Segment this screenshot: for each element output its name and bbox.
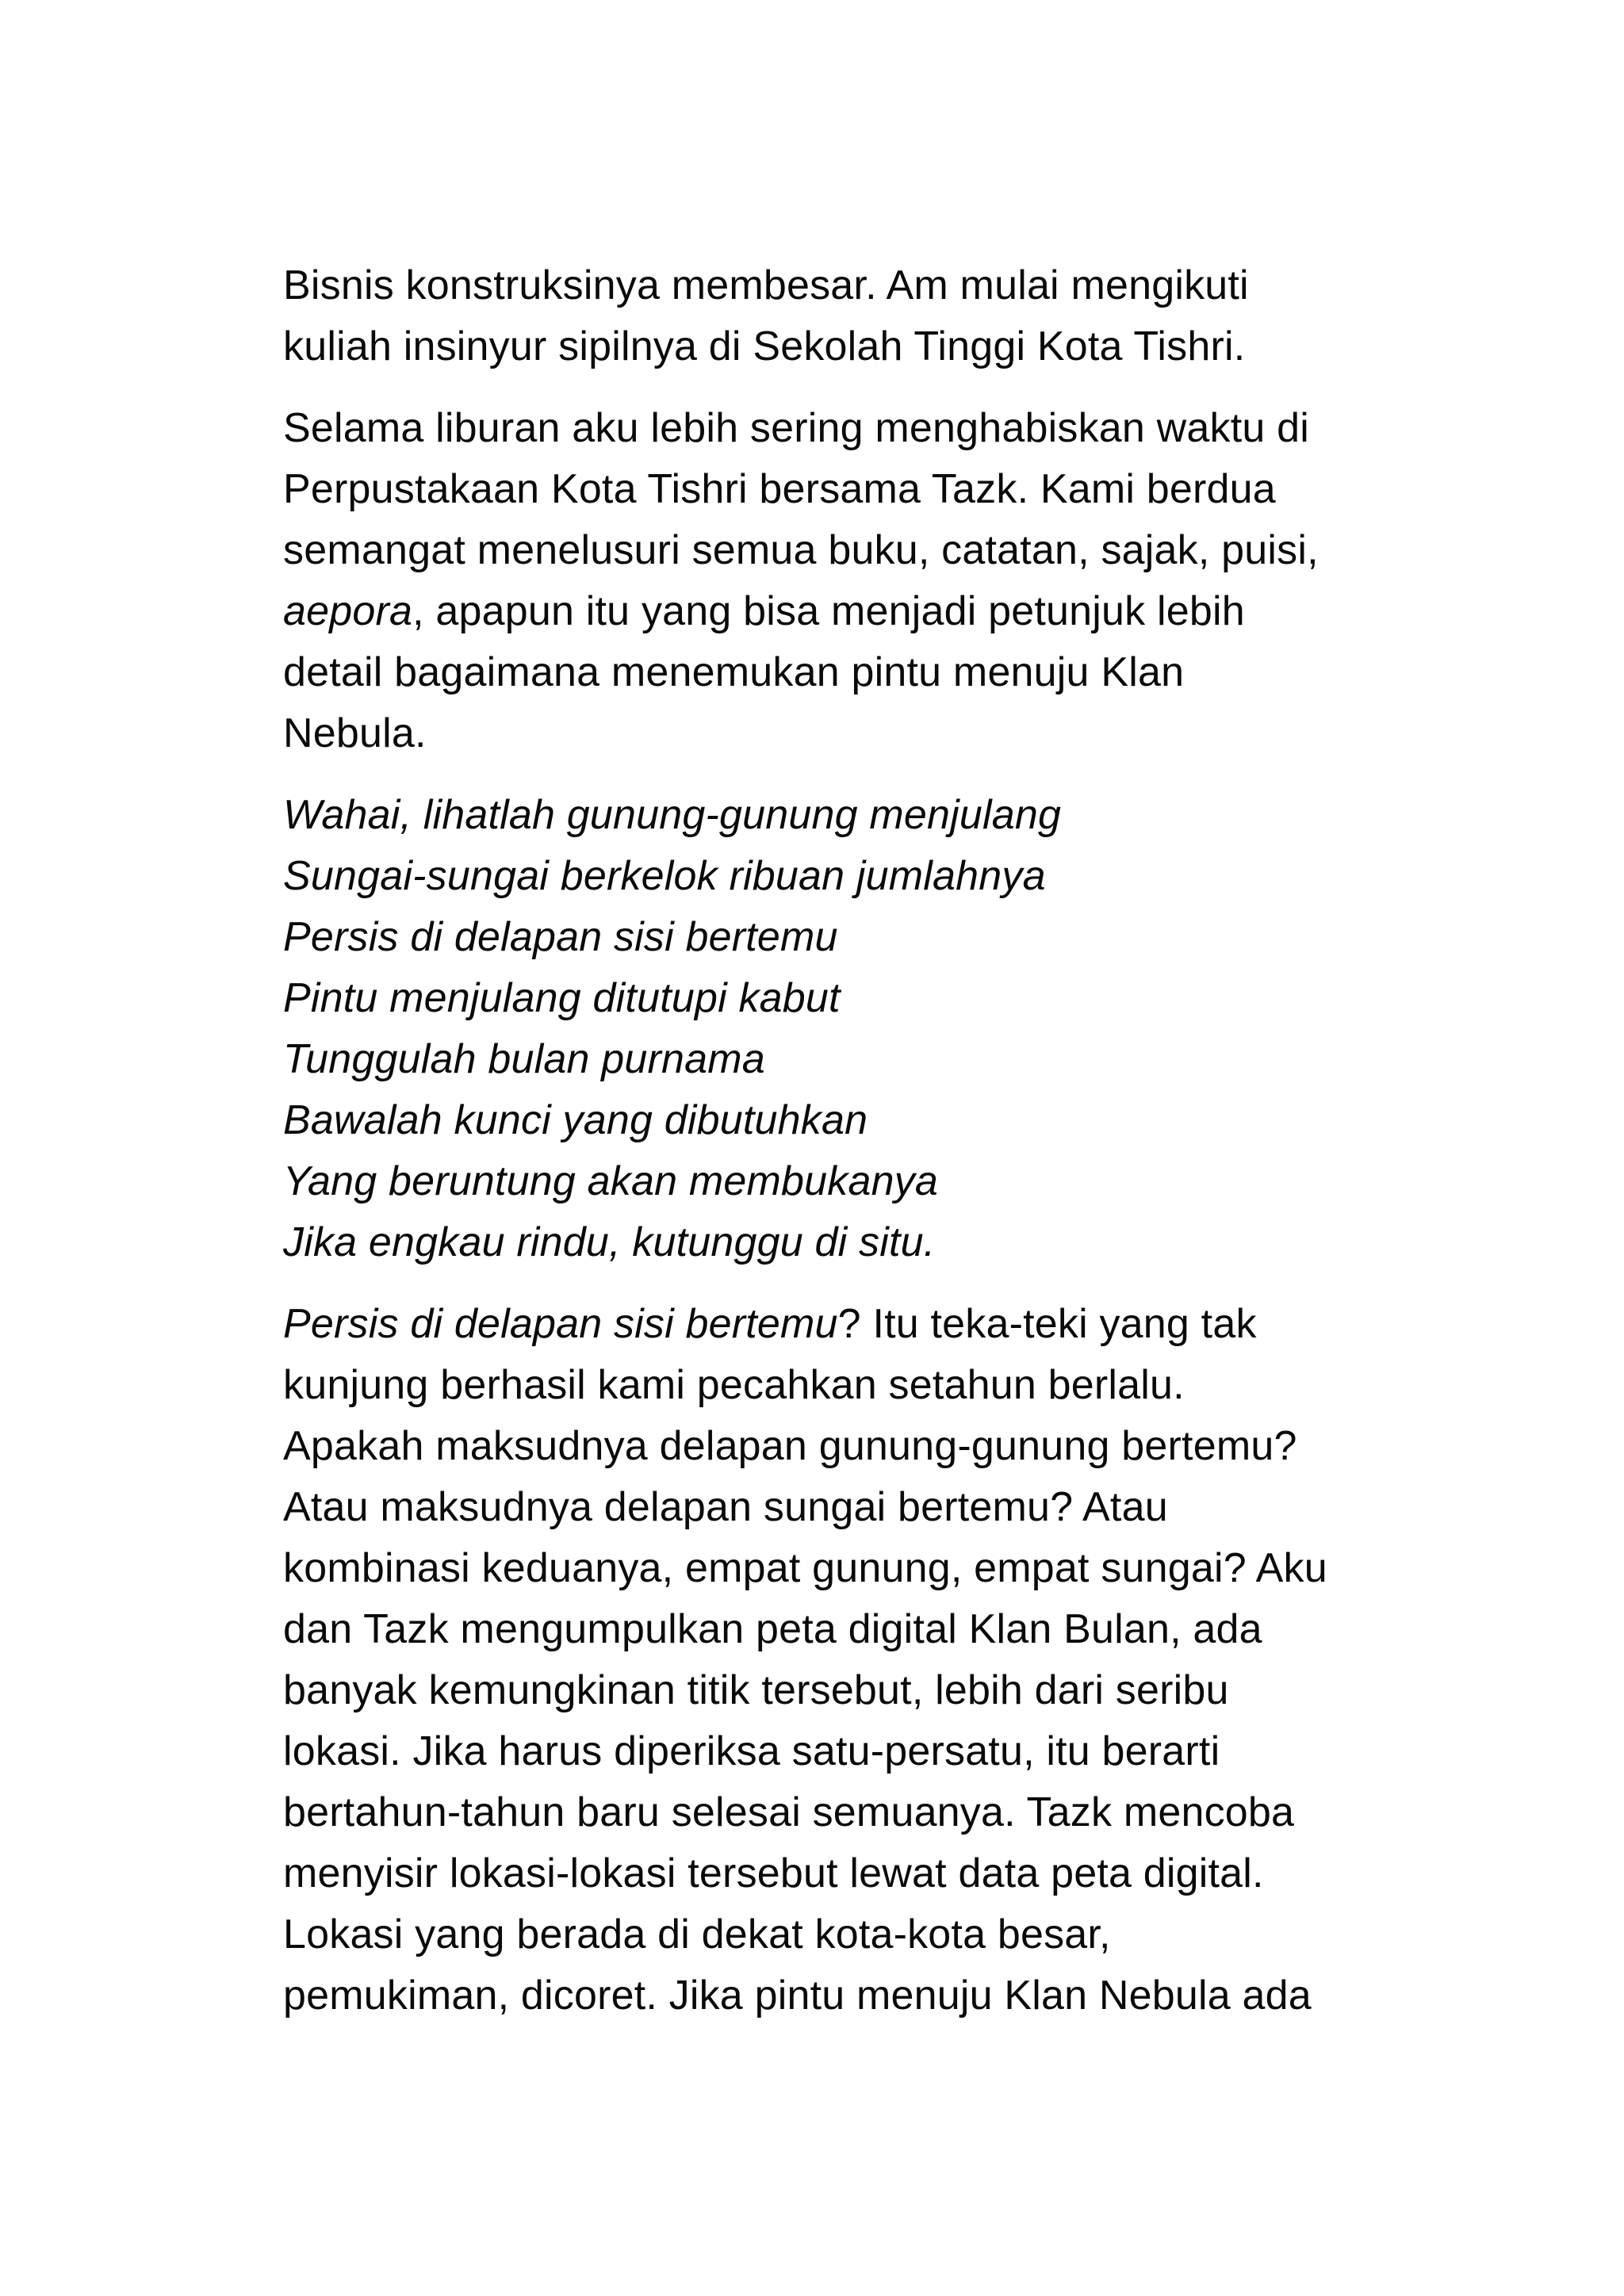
text-line: Lokasi yang berada di dekat kota-kota besar, — [283, 1911, 1111, 1957]
poem-line: Persis di delapan sisi bertemu — [283, 914, 838, 960]
document-page — [283, 255, 1362, 2047]
poem-line: Tunggulah bulan purnama — [283, 1036, 765, 1082]
text-line: kunjung berhasil kami pecahkan setahun berlalu. — [283, 1362, 1185, 1408]
poem-line: Sungai-sungai berkelok ribuan jumlahnya — [283, 853, 1046, 899]
poem-block — [283, 785, 1362, 1273]
text-line: kuliah insinyur sipilnya di Sekolah Tinggi Kota Tishri. — [283, 323, 1246, 369]
text-line: semangat menelusuri semua buku, catatan, sajak, puisi, — [283, 527, 1319, 573]
text-run: ? Itu teka-teki yang tak — [837, 1301, 1257, 1347]
text-line: Bisnis konstruksinya membesar. Am mulai mengikuti — [283, 262, 1249, 308]
poem-line: Bawalah kunci yang dibutuhkan — [283, 1097, 868, 1143]
paragraph-2 — [283, 398, 1362, 764]
text-line: bertahun-tahun baru selesai semuanya. Tazk mencoba — [283, 1789, 1295, 1835]
text-line: kombinasi keduanya, empat gunung, empat sungai? Aku — [283, 1545, 1327, 1591]
text-line: Selama liburan aku lebih sering menghabiskan waktu di — [283, 405, 1310, 451]
text-line: dan Tazk mengumpulkan peta digital Klan Bulan, ada — [283, 1606, 1262, 1652]
text-line: Nebula. — [283, 710, 427, 756]
text-line: menyisir lokasi-lokasi tersebut lewat data peta digital. — [283, 1850, 1264, 1896]
poem-line: Jika engkau rindu, kutunggu di situ. — [283, 1219, 936, 1265]
italic-term: aepora — [283, 588, 413, 634]
italic-quote: Persis di delapan sisi bertemu — [283, 1301, 838, 1347]
text-run: , apapun itu yang bisa menjadi petunjuk lebih — [412, 588, 1245, 634]
text-line: detail bagaimana menemukan pintu menuju Klan — [283, 649, 1185, 695]
paragraph-1 — [283, 255, 1362, 377]
text-line — [283, 581, 1362, 642]
poem-line: Yang beruntung akan membukanya — [283, 1158, 939, 1204]
poem-line: Wahai, lihatlah gunung-gunung menjulang — [283, 792, 1062, 838]
text-line: pemukiman, dicoret. Jika pintu menuju Klan Nebula ada — [283, 1973, 1312, 2019]
text-line — [283, 1294, 1362, 1355]
poem-line: Pintu menjulang ditutupi kabut — [283, 975, 841, 1021]
text-line: Atau maksudnya delapan sungai bertemu? Atau — [283, 1484, 1168, 1530]
text-line: Apakah maksudnya delapan gunung-gunung bertemu? — [283, 1423, 1297, 1469]
text-line: banyak kemungkinan titik tersebut, lebih dari seribu — [283, 1667, 1229, 1713]
text-line: lokasi. Jika harus diperiksa satu-persatu, itu berarti — [283, 1728, 1220, 1774]
paragraph-3 — [283, 1294, 1362, 2026]
text-line: Perpustakaan Kota Tishri bersama Tazk. Kami berdua — [283, 466, 1276, 512]
